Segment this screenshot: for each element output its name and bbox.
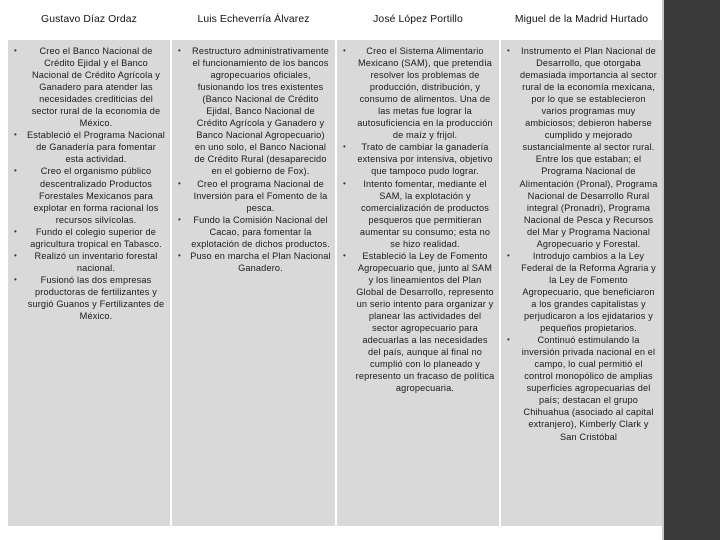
list-item: • Trato de cambiar la ganadería extensiva por intensiva, objetivo que tampoco pudo lograr. [341, 141, 495, 177]
column-body [8, 40, 170, 526]
column-header: José López Portillo [337, 0, 499, 40]
list-item: • Fundo la Comisión Nacional del Cacao, para fomentar la explotación de dichos productos. [176, 214, 331, 250]
column-header: Luis Echeverría Álvarez [172, 0, 335, 40]
column-header: Gustavo Díaz Ordaz [8, 0, 170, 40]
column-body [172, 40, 335, 526]
decorative-side-bar [664, 0, 720, 540]
list-item: • Restructuro administrativamente el funcionamiento de los bancos agropecuarios oficiales, fusionando los tres existentes (Banco Nacional de Crédito Ejidal, Banco Nacional de Crédito Agrícola y Ganadero y Banco Nacional Agropecuario) en uno solo, el Banco Nacional de Crédito Rural (desaparecido en el gobierno de Fox). [176, 45, 331, 178]
list-item: • Puso en marcha el Plan Nacional Ganadero. [176, 250, 331, 274]
list-item: • Continuó estimulando la inversión privada nacional en el campo, lo cual permitió el control monopólico de amplias superficies agropecuarias del país; destacan el grupo Chihuahua (asociado al capital extranjero), Kimberly Clark y San Cristóbal [505, 334, 658, 442]
list-item: • Instrumento el Plan Nacional de Desarrollo, que otorgaba demasiada importancia al sector rural de la economía mexicana, por lo que se establecieron varios programas muy ambiciosos; debieron haberse cumplido y mejorado sustancialmente al sector rural. Entre los que estaban; el Programa Nacional de Alimentación (Pronal), Programa Nacional de Desarrollo Rural integral (Pronadri), Programa Nacional de Pesca y Recursos del Mar y Programa Nacional Agropecuario y Forestal. [505, 45, 658, 250]
column-lopez-portillo [337, 0, 499, 526]
achievement-list [12, 45, 166, 322]
achievement-list [341, 45, 495, 394]
column-diaz-ordaz [8, 0, 170, 526]
list-item: • Creo el programa Nacional de Inversión para el Fomento de la pesca. [176, 178, 331, 214]
list-item: • Estableció la Ley de Fomento Agropecuario que, junto al SAM y los lineamientos del Plan Global de Desarrollo, represento un serio intento para organizar y planear las actividades del sector agropecuario para adecuarlas a las necesidades del país, aunque al final no cumplió con lo planeado y represento un fracaso de política agropecuaria. [341, 250, 495, 395]
column-body [501, 40, 662, 526]
list-item: • Creo el Sistema Alimentario Mexicano (SAM), que pretendía resolver los problemas de producción, distribución, y consumo de alimentos. Una de las metas fue lograr la autosuficiencia en la producción de maíz y frijol. [341, 45, 495, 141]
achievement-list [176, 45, 331, 274]
list-item: • Fundo el colegio superior de agricultura tropical en Tabasco. [12, 226, 166, 250]
column-echeverria [172, 0, 335, 526]
list-item: • Introdujo cambios a la Ley Federal de la Reforma Agraria y la Ley de Fomento Agropecuario, que beneficiaron a los grandes capitalistas y perjudicaron a los ejidatarios y pequeños propietarios. [505, 250, 658, 334]
list-item: • Fusionó las dos empresas productoras de fertilizantes y surgió Guanos y Fertilizantes de México. [12, 274, 166, 322]
list-item: • Intento fomentar, mediante el SAM, la explotación y comercialización de productos pesqueros que permitieran aumentar su consumo; esta no se hizo realidad. [341, 178, 495, 250]
achievement-list [505, 45, 658, 443]
column-body [337, 40, 499, 526]
list-item: • Creo el organismo público descentralizado Productos Forestales Mexicanos para explotar en forma racional los recursos silvícolas. [12, 165, 166, 225]
column-header: Miguel de la Madrid Hurtado [501, 0, 662, 40]
list-item: • Creo el Banco Nacional de Crédito Ejidal y el Banco Nacional de Crédito Agrícola y Ganadero para atender las necesidades crediticias del sector rural de la economía de México. [12, 45, 166, 129]
column-de-la-madrid [501, 0, 662, 526]
list-item: • Estableció el Programa Nacional de Ganadería para fomentar esta actividad. [12, 129, 166, 165]
presidents-table [8, 0, 662, 526]
list-item: • Realizó un inventario forestal nacional. [12, 250, 166, 274]
